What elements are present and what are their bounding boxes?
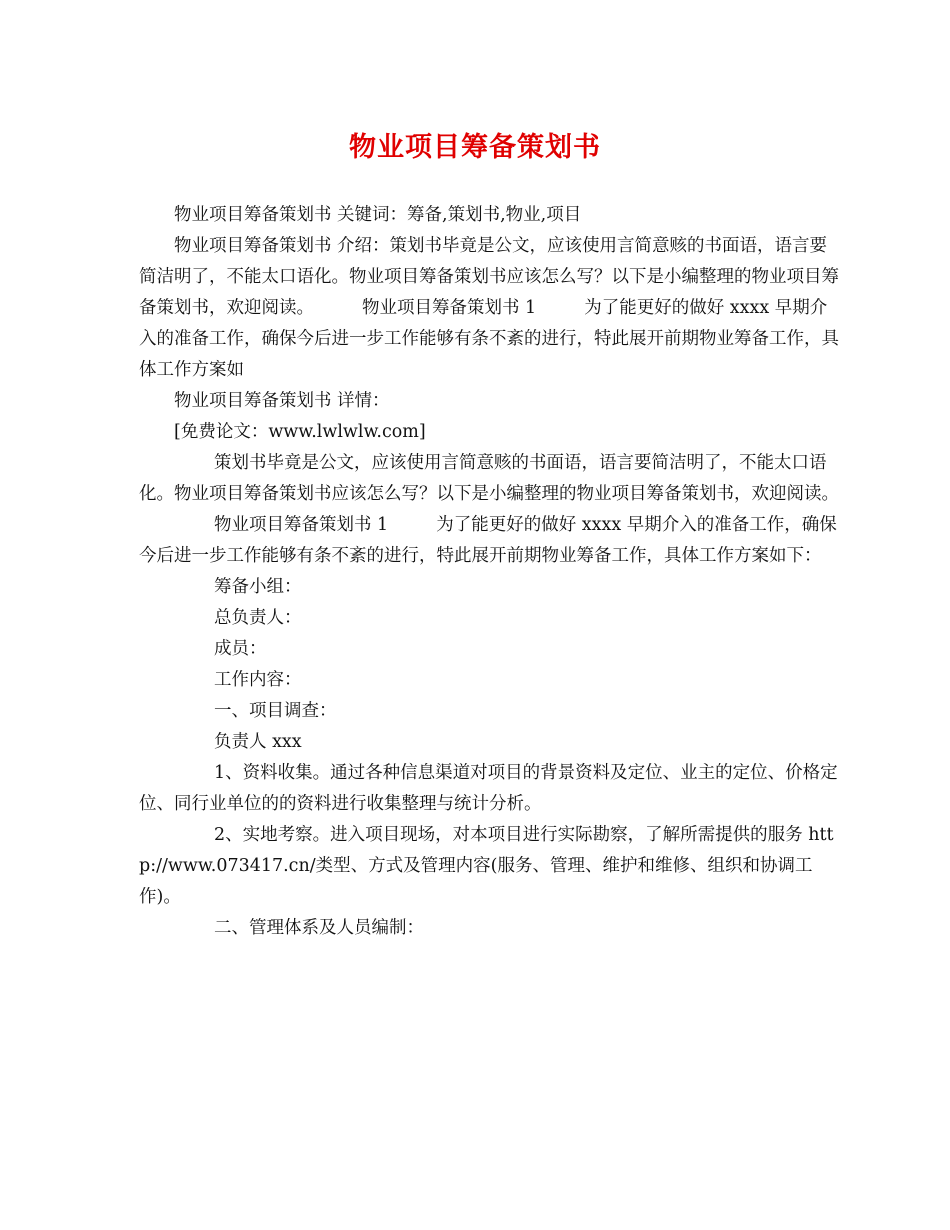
document-body xyxy=(139,200,839,944)
paragraph-2-heading: 物业项目筹备策划书 1 xyxy=(214,515,389,535)
intro-paragraph xyxy=(139,231,839,386)
paragraph-1: 策划书毕竟是公文，应该使用言简意赅的书面语，语言要简洁明了，不能太口语化。物业项目筹备策划书应该怎么写？以下是小编整理的物业项目筹备策划书，欢迎阅读。 xyxy=(139,453,839,504)
item-2: 2、实地考察。进入项目现场，对本项目进行实际勘察，了解所需提供的服务 http://www.073417.cn/类型、方式及管理内容(服务、管理、维护和维修、组织和协调工作)。 xyxy=(139,825,834,907)
paragraph-2 xyxy=(139,510,839,572)
work-line: 工作内容： xyxy=(214,670,302,690)
group-line: 筹备小组： xyxy=(214,577,302,597)
document-title: 物业项目筹备策划书 xyxy=(349,132,601,163)
section-1-owner: 负责人 xxx xyxy=(214,732,302,752)
leader-line: 总负责人： xyxy=(214,608,302,628)
item-1: 1、资料收集。通过各种信息渠道对项目的背景资料及定位、业主的定位、价格定位、同行业单位的的资料进行收集整理与统计分析。 xyxy=(139,763,838,814)
paragraph-2-text: 为了能更好的做好 xxxx 早期介入的准备工作，确保今后进一步工作能够有条不紊的进行，特此展开前期物业筹备工作，具体工作方案如下： xyxy=(139,515,837,566)
free-paper-link: [免费论文：www.lwlwlw.com] xyxy=(174,422,426,442)
section-1-heading: 一、项目调查： xyxy=(214,701,337,721)
intro-plan-text: 为了能更好的做好 xxxx 早期介入的准备工作，确保今后进一步工作能够有条不紊的进行，特此展开前期物业筹备工作，具体工作方案如 xyxy=(139,298,839,380)
members-line: 成员： xyxy=(214,639,267,659)
details-line: 物业项目筹备策划书 详情： xyxy=(174,391,390,411)
keywords-line: 物业项目筹备策划书 关键词：筹备,策划书,物业,项目 xyxy=(174,205,582,225)
intro-heading-ref: 物业项目筹备策划书 1 xyxy=(362,298,537,318)
section-2-heading: 二、管理体系及人员编制： xyxy=(214,918,424,938)
intro-text: 物业项目筹备策划书 介绍：策划书毕竟是公文，应该使用言简意赅的书面语，语言要简洁明了，不能太口语化。物业项目筹备策划书应该怎么写？以下是小编整理的物业项目筹备策划书，欢迎阅读。 xyxy=(139,236,839,318)
